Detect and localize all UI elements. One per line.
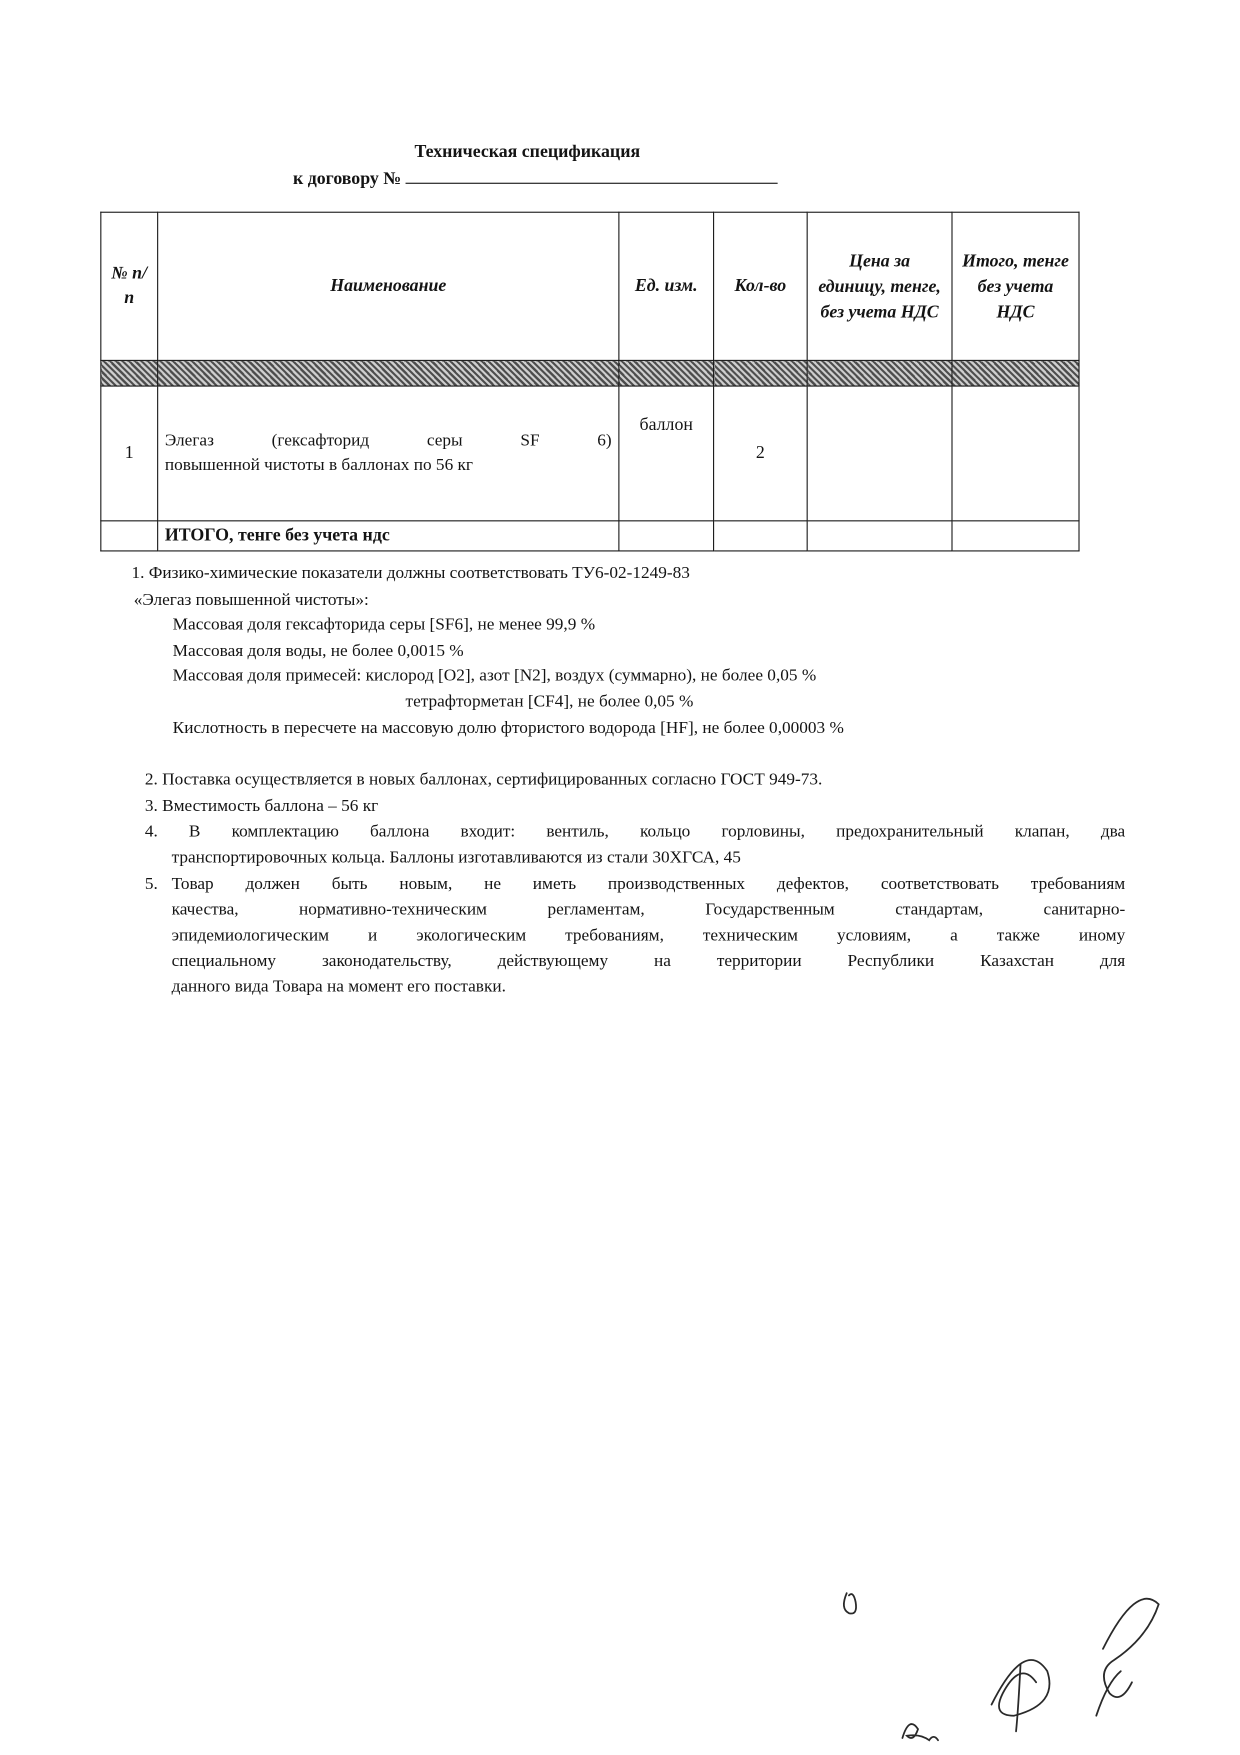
cf4-content: тетрафторметан [CF4], не более 0,05 % <box>405 691 694 711</box>
row-name <box>158 386 619 521</box>
sf6-content: Массовая доля гексафторида серы [SF6], не менее 99,9 % <box>172 614 596 634</box>
contract-label: к договору № <box>293 169 402 189</box>
acidity-content: Кислотность в пересчете на массовую долю фтористого водорода [HF], не более 0,00003 % <box>172 718 844 738</box>
signatures <box>824 1571 1181 1749</box>
requirement-5-line: эпидемиологическим и экологическим требованиям, техническим условиям, а также иному <box>171 925 1126 945</box>
requirement-5 <box>145 871 1125 999</box>
table-header-row <box>101 212 1079 360</box>
requirement-2: 2. Поставка осуществляется в новых баллонах, сертифицированных согласно ГОСТ 949-73. <box>144 769 823 789</box>
row-num: 1 <box>101 386 158 521</box>
table-shaded-row <box>101 360 1079 386</box>
col-header-unit: Ед. изм. <box>619 212 714 360</box>
requirement-3: 3. Вместимость баллона – 56 кг <box>144 796 379 816</box>
requirement-4: 4. В комплектацию баллона входит: вентиль, кольцо горловины, предохранительный клапан, два <box>144 822 1126 842</box>
requirement-1-cont: «Элегаз повышенной чистоты»: <box>133 590 369 610</box>
contract-number-blank <box>406 169 778 183</box>
col-header-price: Цена за единицу, тенге, без учета НДС <box>807 212 952 360</box>
document-title: Техническая спецификация <box>414 142 641 162</box>
row-name-line: повышенной чистоты в баллонах по 56 кг <box>164 455 474 475</box>
row-price <box>807 386 952 521</box>
impurities-content: Массовая доля примесей: кислород [O2], азот [N2], воздух (суммарно), не более 0,05 % <box>172 666 817 686</box>
requirement-4-cont: транспортировочных кольца. Баллоны изготавливаются из стали 30ХГСА, 45 <box>171 847 741 867</box>
requirement-5-line: Товар должен быть новым, не иметь производственных дефектов, соответствовать требованиям <box>171 874 1126 894</box>
col-header-name: Наименование <box>158 212 619 360</box>
row-name-line: Элегаз (гексафторид серы SF 6) <box>164 431 612 451</box>
requirement-5-number: 5. <box>144 874 158 894</box>
col-header-total: Итого, тенге без учета НДС <box>952 212 1079 360</box>
col-header-num: № п/п <box>101 212 158 360</box>
table-row <box>101 386 1079 521</box>
row-unit: баллон <box>619 386 714 521</box>
requirement-5-line: специальному законодательству, действующему на территории Республики Казахстан для <box>171 951 1126 971</box>
row-total <box>952 386 1079 521</box>
signature-strokes <box>844 1593 1159 1740</box>
requirement-5-line: качества, нормативно-техническим регламентам, Государственным стандартам, санитарно- <box>171 900 1126 920</box>
col-header-qty: Кол-во <box>714 212 808 360</box>
requirement-5-text <box>172 871 1126 999</box>
total-label: ИТОГО, тенге без учета ндс <box>158 521 619 551</box>
water-content: Массовая доля воды, не более 0,0015 % <box>172 641 464 661</box>
specification-table <box>100 212 1079 552</box>
contract-number-line <box>293 169 778 189</box>
table-total-row <box>101 521 1079 551</box>
requirement-5-line: данного вида Товара на момент его поставки. <box>171 977 506 997</box>
row-qty: 2 <box>714 386 808 521</box>
requirement-1: 1. Физико-химические показатели должны соответствовать ТУ6-02-1249-83 <box>131 563 690 583</box>
